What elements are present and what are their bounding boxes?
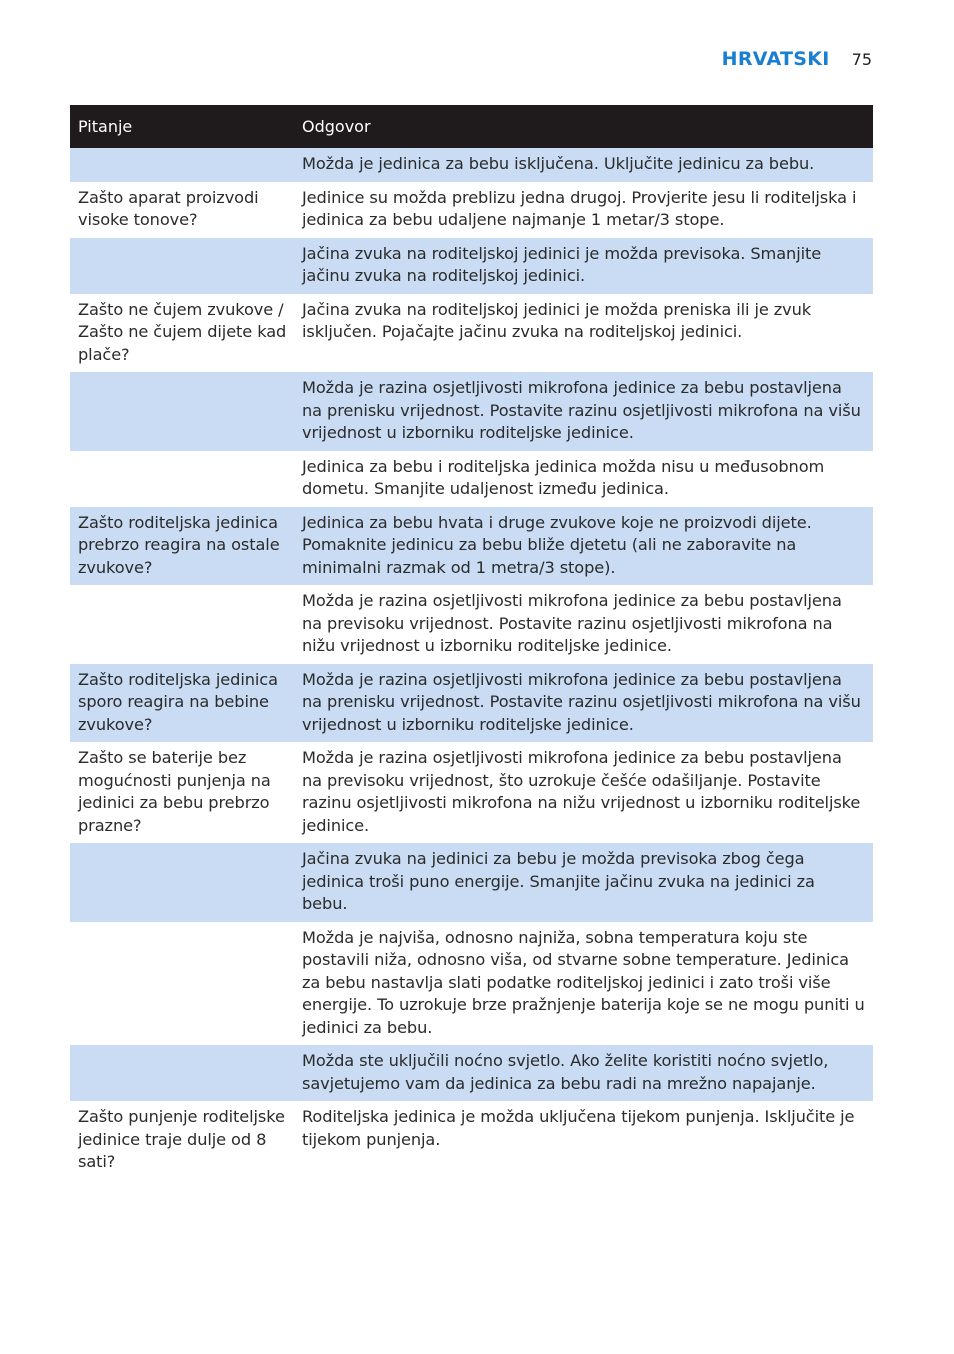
page-number: 75 [851, 50, 872, 69]
question-cell: Zašto ne čujem zvukove / Zašto ne čujem dijete kad plače? [70, 294, 294, 373]
answer-cell: Možda je razina osjetljivosti mikrofona jedinice za bebu postavljena na prenisku vrijednost. Postavite razinu osjetljivosti mikrofona na višu vrijednost u izborniku roditeljske jedinice. [294, 372, 873, 451]
answer-cell: Možda je razina osjetljivosti mikrofona jedinice za bebu postavljena na previsoku vrijednost. Postavite razinu osjetljivosti mikrofona na nižu vrijednost u izborniku roditeljske jedinice. [294, 585, 873, 664]
question-cell [70, 585, 294, 664]
question-cell: Zašto roditeljska jedinica sporo reagira na bebine zvukove? [70, 664, 294, 743]
answer-cell: Možda je najviša, odnosno najniža, sobna temperatura koju ste postavili niža, odnosno viša, od stvarne sobne temperature. Jedinica za bebu nastavlja slati podatke roditeljskoj jedinici i zato troši više energije. To uzrokuje brze pražnjenje baterija koje se ne mogu puniti u jedinici za bebu. [294, 922, 873, 1046]
page-header [722, 48, 872, 70]
table-row [70, 507, 873, 586]
answer-cell: Možda je razina osjetljivosti mikrofona jedinice za bebu postavljena na prenisku vrijednost. Postavite razinu osjetljivosti mikrofona na višu vrijednost u izborniku roditeljske jedinice. [294, 664, 873, 743]
column-header-answer: Odgovor [294, 105, 873, 148]
question-cell [70, 148, 294, 182]
question-cell: Zašto roditeljska jedinica prebrzo reagira na ostale zvukove? [70, 507, 294, 586]
answer-cell: Jačina zvuka na jedinici za bebu je možda previsoka zbog čega jedinica troši puno energije. Smanjite jačinu zvuka na jedinici za bebu. [294, 843, 873, 922]
table-row [70, 664, 873, 743]
table-row [70, 742, 873, 843]
question-cell [70, 372, 294, 451]
answer-cell: Roditeljska jedinica je možda uključena tijekom punjenja. Isključite je tijekom punjenja. [294, 1101, 873, 1180]
question-cell [70, 238, 294, 294]
answer-cell: Možda je razina osjetljivosti mikrofona jedinice za bebu postavljena na previsoku vrijednost, što uzrokuje češće odašiljanje. Postavite razinu osjetljivosti mikrofona na nižu vrijednost u izborniku roditeljske jedinice. [294, 742, 873, 843]
table-row [70, 148, 873, 182]
table-row [70, 843, 873, 922]
answer-cell: Jačina zvuka na roditeljskoj jedinici je možda preniska ili je zvuk isključen. Pojačajte jačinu zvuka na roditeljskoj jedinici. [294, 294, 873, 373]
table-row [70, 182, 873, 238]
table-row [70, 1045, 873, 1101]
answer-cell: Jedinica za bebu i roditeljska jedinica možda nisu u međusobnom dometu. Smanjite udaljenost između jedinica. [294, 451, 873, 507]
question-cell: Zašto aparat proizvodi visoke tonove? [70, 182, 294, 238]
table-row [70, 585, 873, 664]
language-label: HRVATSKI [721, 48, 830, 70]
column-header-question: Pitanje [70, 105, 294, 148]
question-cell [70, 922, 294, 1046]
table-row [70, 451, 873, 507]
question-cell [70, 843, 294, 922]
table-row [70, 372, 873, 451]
table-row [70, 294, 873, 373]
answer-cell: Jedinica za bebu hvata i druge zvukove koje ne proizvodi dijete. Pomaknite jedinicu za bebu bliže djetetu (ali ne zaboravite na minimalni razmak od 1 metra/3 stope). [294, 507, 873, 586]
table-row [70, 922, 873, 1046]
question-cell: Zašto punjenje roditeljske jedinice traje dulje od 8 sati? [70, 1101, 294, 1180]
answer-cell: Jačina zvuka na roditeljskoj jedinici je možda previsoka. Smanjite jačinu zvuka na roditeljskoj jedinici. [294, 238, 873, 294]
table-row [70, 238, 873, 294]
answer-cell: Jedinice su možda preblizu jedna drugoj. Provjerite jesu li roditeljska i jedinica za bebu udaljene najmanje 1 metar/3 stope. [294, 182, 873, 238]
table-header-row [70, 105, 873, 148]
answer-cell: Možda je jedinica za bebu isključena. Uključite jedinicu za bebu. [294, 148, 873, 182]
table-row [70, 1101, 873, 1180]
question-cell [70, 1045, 294, 1101]
question-cell: Zašto se baterije bez mogućnosti punjenja na jedinici za bebu prebrzo prazne? [70, 742, 294, 843]
faq-table [70, 105, 873, 1180]
question-cell [70, 451, 294, 507]
answer-cell: Možda ste uključili noćno svjetlo. Ako želite koristiti noćno svjetlo, savjetujemo vam da jedinica za bebu radi na mrežno napajanje. [294, 1045, 873, 1101]
